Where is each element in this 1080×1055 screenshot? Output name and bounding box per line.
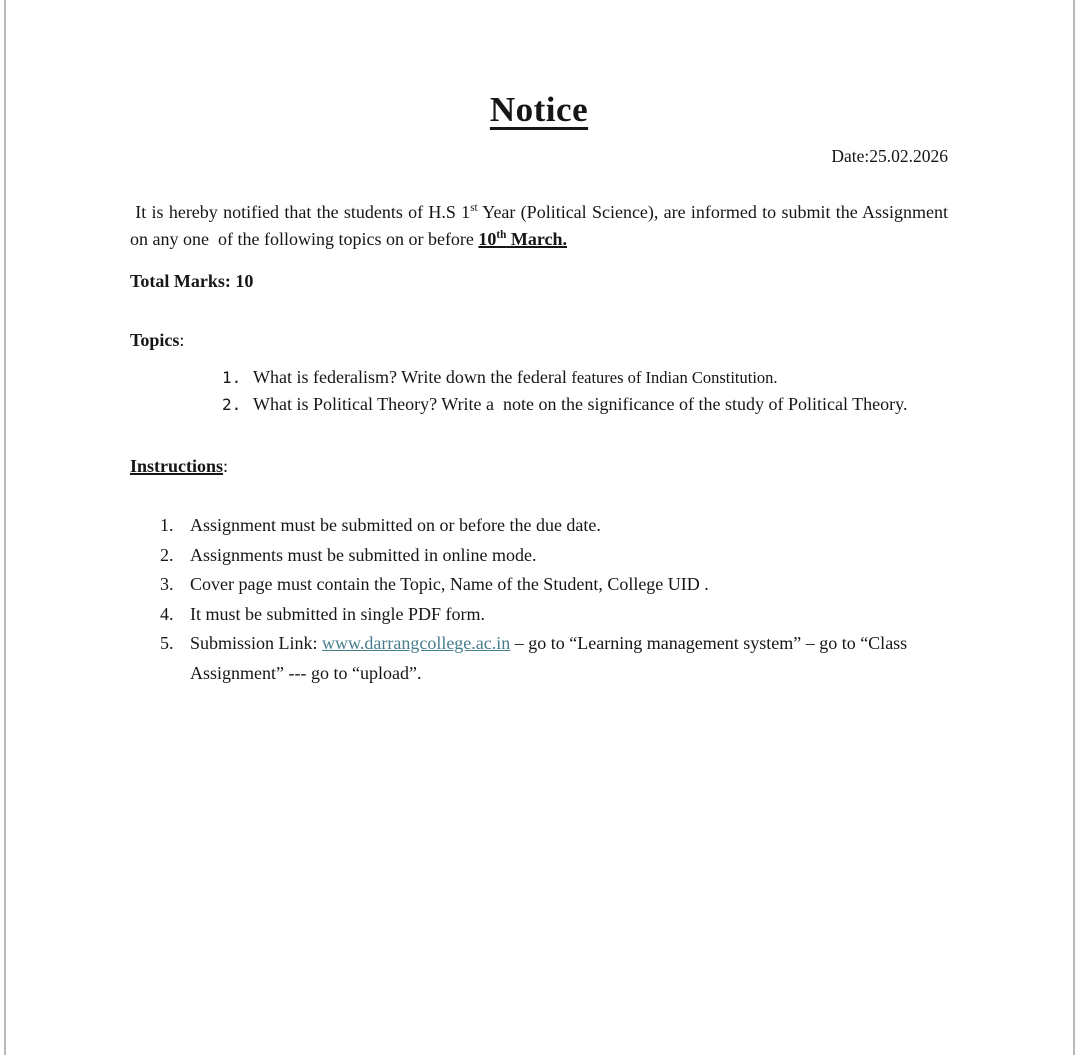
instruction-item-number: 1.	[160, 515, 174, 535]
instruction-item-number: 2.	[160, 544, 174, 565]
due-date-emphasis	[478, 229, 567, 249]
due-date-month: March.	[506, 229, 567, 249]
topic-2-text-main: What is Political Theory? Write a note on the significance of the study of Political Theory.	[253, 394, 908, 414]
intro-text-2: Year (Political Science), are informed to submit the Assignment on any one of the following topics on or before	[130, 202, 953, 249]
list-item	[222, 364, 948, 391]
submission-link-prefix: Submission Link:	[190, 633, 323, 653]
instruction-item-text: Cover page must contain the Topic, Name of the Student, College UID .	[190, 574, 709, 594]
due-date-number: 10	[478, 229, 497, 249]
list-item	[222, 391, 948, 418]
topic-item-text	[253, 364, 948, 391]
instructions-heading	[130, 456, 948, 477]
topics-heading	[130, 330, 948, 351]
ordinal-superscript-st: st	[470, 202, 478, 214]
submission-link-suffix: – go to “Learning management system” – go to “Class Assignment” --- go to “upload”.	[190, 633, 911, 683]
instructions-list	[160, 511, 948, 688]
instruction-item-text	[190, 629, 948, 688]
topic-item-number: 1.	[222, 368, 242, 387]
page-boundary-left	[4, 0, 6, 1055]
submission-link[interactable]: www.darrangcollege.ac.in	[322, 633, 511, 653]
ordinal-superscript-th: th	[496, 229, 507, 241]
instructions-heading-colon: :	[223, 456, 229, 476]
topic-item-number: 2.	[222, 395, 242, 414]
instruction-item-text: It must be submitted in single PDF form.	[190, 603, 485, 624]
intro-paragraph	[130, 199, 953, 253]
topic-item-text	[253, 391, 948, 418]
topic-1-text-main: What is federalism? Write down the federal	[253, 367, 572, 387]
topic-1-text-alt: features of Indian Constitution.	[571, 368, 778, 387]
topics-heading-colon: :	[179, 330, 185, 350]
intro-text-1: It is hereby notified that the students of H.S 1	[130, 202, 471, 222]
list-item	[160, 541, 948, 571]
instruction-item-number: 3.	[160, 574, 174, 594]
total-marks-label: Total Marks: 10	[130, 271, 254, 291]
notice-title: Notice	[489, 90, 589, 129]
page-boundary-right	[1073, 0, 1075, 1055]
instruction-item-text: Assignment must be submitted on or before the due date.	[190, 515, 601, 535]
page-content	[130, 0, 953, 688]
list-item	[160, 570, 948, 600]
list-item	[160, 511, 948, 541]
topics-heading-text: Topics	[130, 330, 180, 350]
instruction-item-number: 4.	[160, 603, 174, 624]
list-item	[160, 600, 948, 630]
topics-list	[222, 364, 948, 418]
instructions-heading-text: Instructions	[130, 456, 224, 476]
list-item	[160, 629, 948, 688]
instruction-item-text: Assignments must be submitted in online mode.	[190, 544, 537, 565]
instruction-item-number: 5.	[160, 633, 174, 653]
date-label: Date:25.02.2026	[831, 146, 948, 166]
